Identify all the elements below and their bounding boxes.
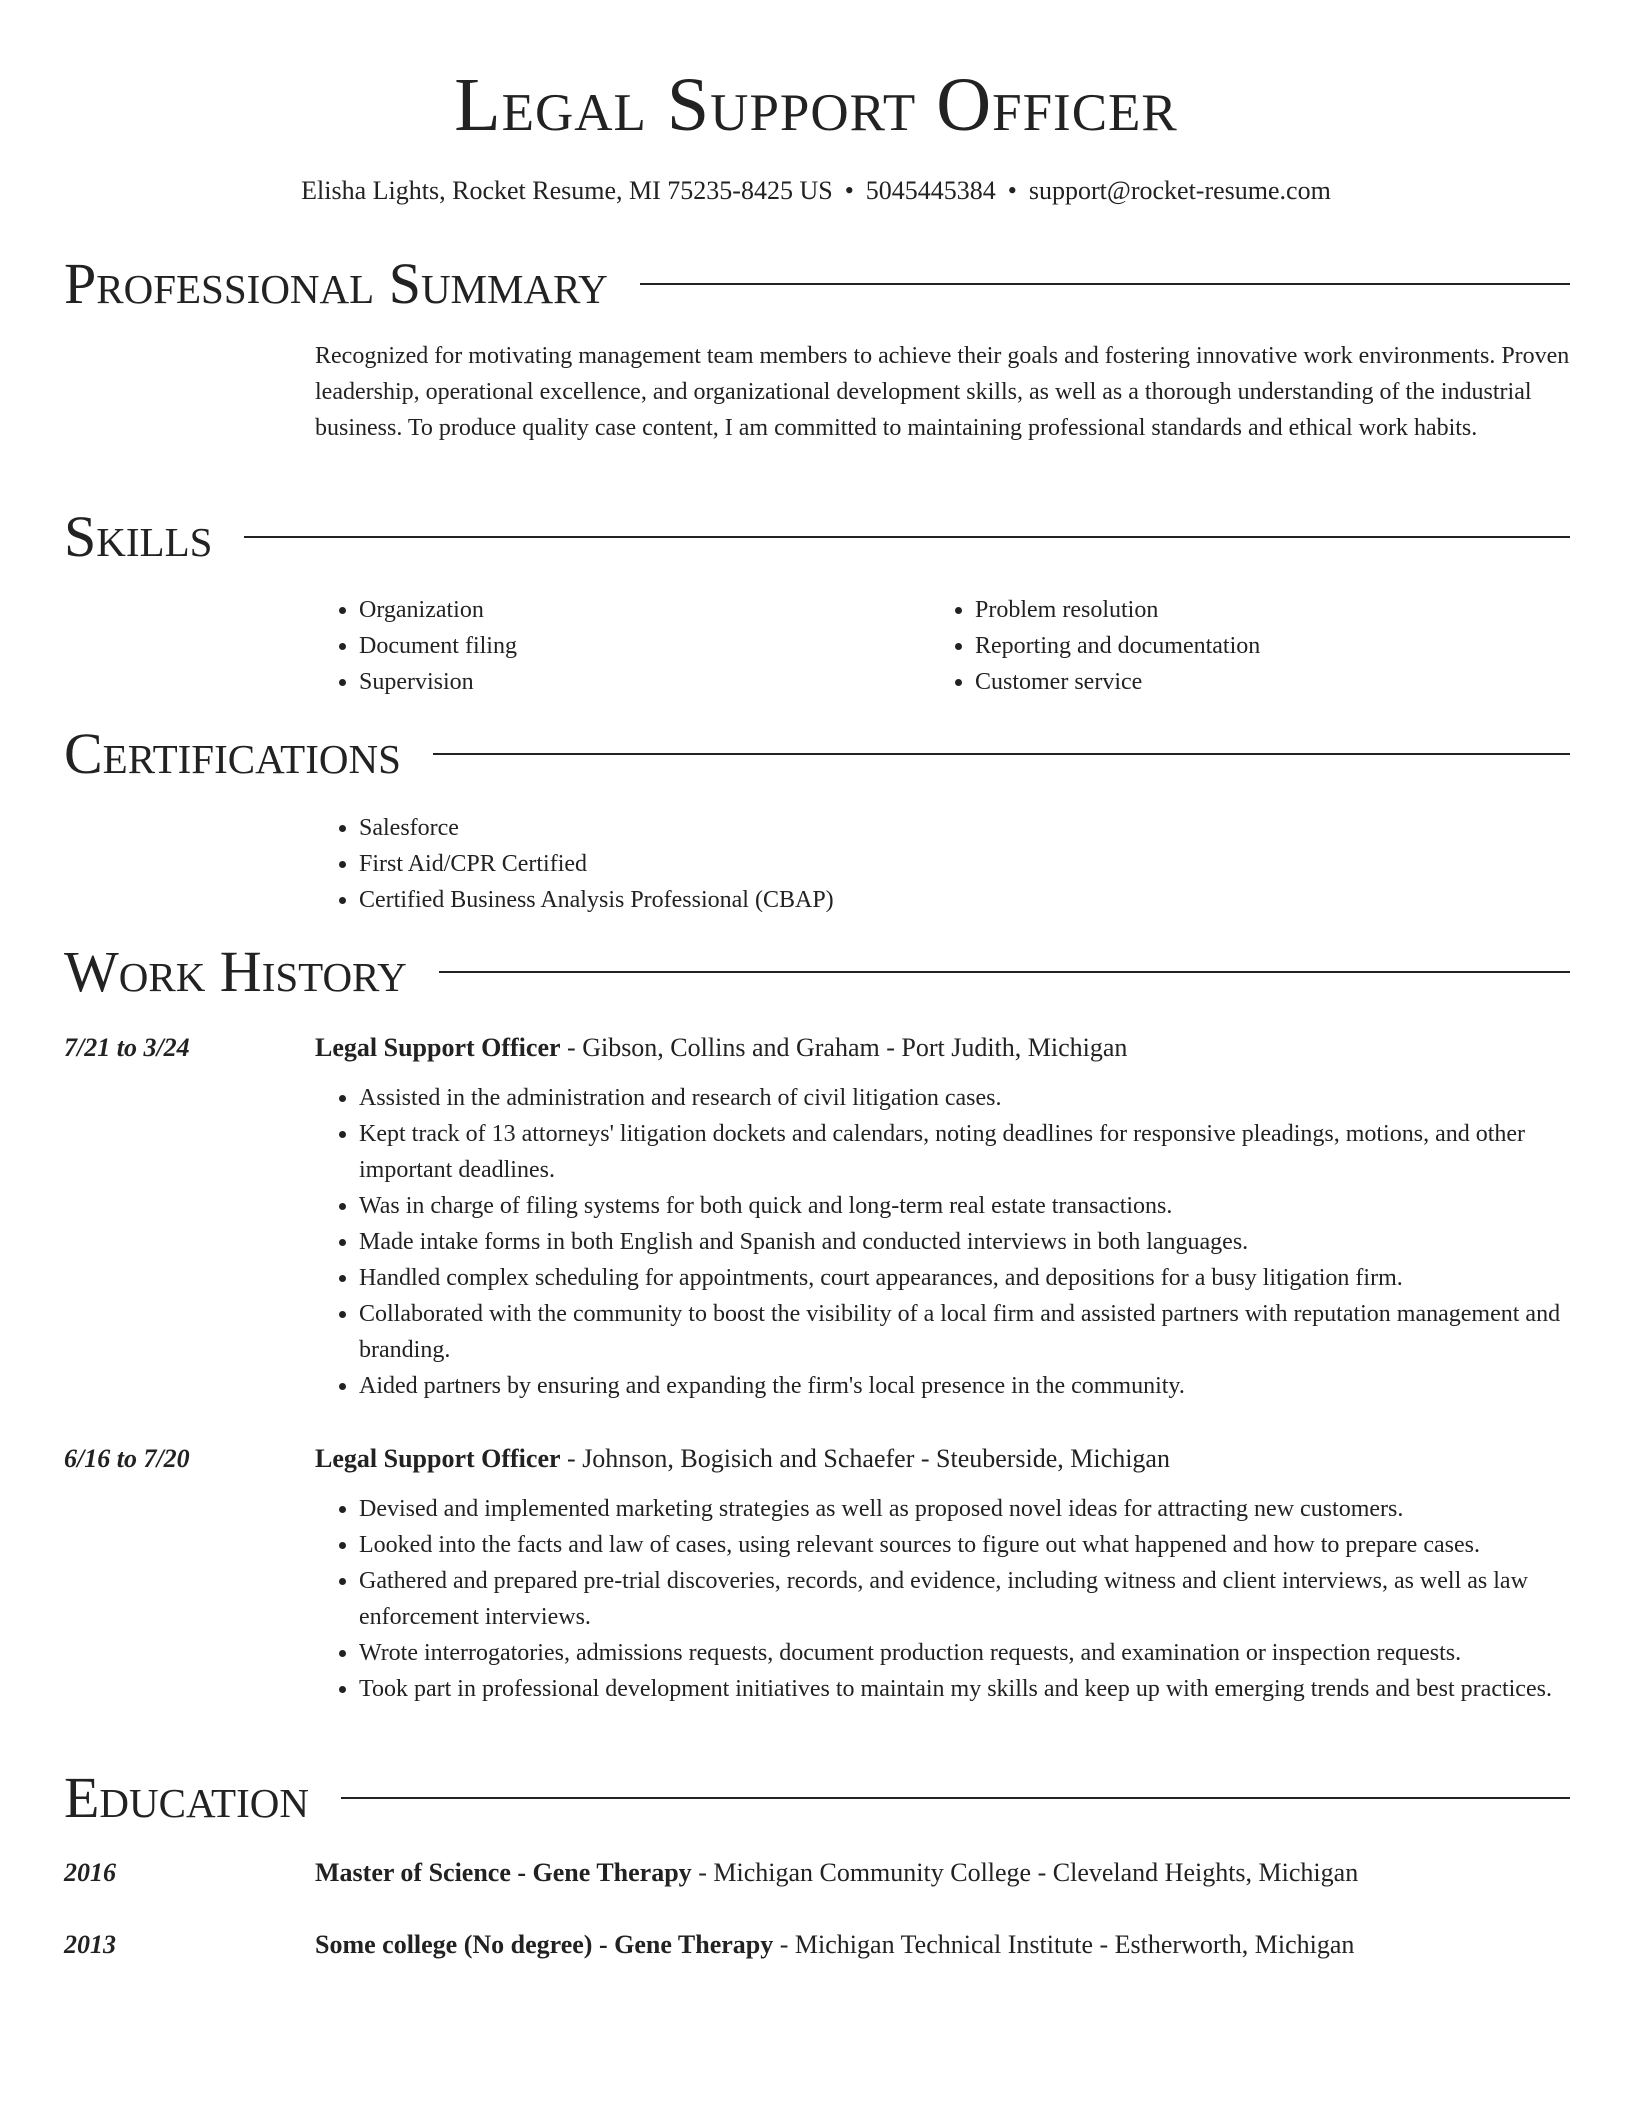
- skill-item: • Supervision: [359, 664, 915, 700]
- skill-item: • Customer service: [975, 664, 1531, 700]
- certification-item: • Certified Business Analysis Professional (CBAP): [359, 882, 1515, 918]
- work-title: Legal Support Officer: [315, 1033, 561, 1062]
- skills-left-column: [315, 592, 915, 700]
- contact-phone: 5045445384: [865, 176, 996, 205]
- education-section-header: [64, 1766, 1570, 1830]
- work-title: Legal Support Officer: [315, 1444, 561, 1473]
- certifications-section-title: Certifications: [64, 721, 401, 786]
- work-section-title: Work History: [64, 939, 407, 1004]
- work-duty-item: • Aided partners by ensuring and expanding the firm's local presence in the community.: [359, 1368, 1575, 1404]
- contact-separator: •: [1007, 176, 1017, 205]
- education-year: 2013: [64, 1930, 116, 1959]
- work-duty-item: • Took part in professional development initiatives to maintain my skills and keep up with emerging trends and best practices.: [359, 1671, 1575, 1707]
- work-heading: [315, 1030, 1575, 1066]
- section-divider: [433, 753, 1570, 755]
- section-divider: [640, 283, 1570, 285]
- work-duty-item: • Wrote interrogatories, admissions requests, document production requests, and examination or inspection requests.: [359, 1635, 1575, 1671]
- education-school: - Michigan Community College - Cleveland Heights, Michigan: [691, 1858, 1359, 1887]
- certification-item: • Salesforce: [359, 810, 1515, 846]
- skill-item: • Problem resolution: [975, 592, 1531, 628]
- work-duty-item: • Was in charge of filing systems for both quick and long-term real estate transactions.: [359, 1188, 1575, 1224]
- contact-line: [0, 174, 1632, 208]
- candidate-name: Legal Support Officer: [454, 63, 1178, 147]
- work-employer: - Gibson, Collins and Graham - Port Judith, Michigan: [560, 1033, 1128, 1062]
- certification-item: • First Aid/CPR Certified: [359, 846, 1515, 882]
- work-dates: 7/21 to 3/24: [64, 1033, 190, 1062]
- summary-text: Recognized for motivating management team members to achieve their goals and fostering innovative work environments. Proven leadership, operational excellence, and organizational development skills, as well as a thorough understanding of the industrial business. To produce quality case content, I am committed to maintaining professional standards and ethical work habits.: [315, 343, 1570, 441]
- education-degree: Master of Science - Gene Therapy: [315, 1858, 692, 1887]
- contact-address: Elisha Lights, Rocket Resume, MI 75235-8425 US: [301, 176, 833, 205]
- skill-item: • Reporting and documentation: [975, 628, 1531, 664]
- work-duty-item: • Assisted in the administration and research of civil litigation cases.: [359, 1080, 1575, 1116]
- work-duties: [315, 1080, 1575, 1404]
- skill-item: • Document filing: [359, 628, 915, 664]
- section-divider: [341, 1797, 1570, 1799]
- education-heading: [315, 1927, 1575, 1963]
- education-section-title: Education: [64, 1765, 309, 1830]
- work-duty-item: • Collaborated with the community to boost the visibility of a local firm and assisted partners with reputation management and branding.: [359, 1296, 1575, 1368]
- work-duty-item: • Looked into the facts and law of cases, using relevant sources to figure out what happened and how to prepare cases.: [359, 1527, 1575, 1563]
- education-degree: Some college (No degree) - Gene Therapy: [315, 1930, 774, 1959]
- section-divider: [244, 536, 1570, 538]
- education-school: - Michigan Technical Institute - Estherworth, Michigan: [773, 1930, 1355, 1959]
- education-heading: [315, 1855, 1575, 1891]
- skills-right-column: [931, 592, 1531, 700]
- contact-email: support@rocket-resume.com: [1028, 176, 1331, 205]
- summary-section-header: [64, 252, 1570, 316]
- work-dates: 6/16 to 7/20: [64, 1444, 190, 1473]
- work-employer: - Johnson, Bogisich and Schaefer - Steuberside, Michigan: [560, 1444, 1170, 1473]
- work-section-header: [64, 940, 1570, 1004]
- skills-section-header: [64, 505, 1570, 569]
- section-divider: [439, 971, 1570, 973]
- contact-separator: •: [844, 176, 854, 205]
- summary-section-title: Professional Summary: [64, 251, 608, 316]
- work-duty-item: • Kept track of 13 attorneys' litigation dockets and calendars, noting deadlines for responsive pleadings, motions, and other important deadlines.: [359, 1116, 1575, 1188]
- work-duty-item: • Gathered and prepared pre-trial discoveries, records, and evidence, including witness and client interviews, as well as law enforcement interviews.: [359, 1563, 1575, 1635]
- skills-section-title: Skills: [64, 504, 213, 569]
- work-duty-item: • Handled complex scheduling for appointments, court appearances, and depositions for a busy litigation firm.: [359, 1260, 1575, 1296]
- work-duties: [315, 1491, 1575, 1707]
- skill-item: • Organization: [359, 592, 915, 628]
- certifications-list: [315, 810, 1515, 918]
- work-duty-item: • Devised and implemented marketing strategies as well as proposed novel ideas for attracting new customers.: [359, 1491, 1575, 1527]
- education-year: 2016: [64, 1858, 116, 1887]
- work-duty-item: • Made intake forms in both English and Spanish and conducted interviews in both languages.: [359, 1224, 1575, 1260]
- certifications-section-header: [64, 722, 1570, 786]
- work-heading: [315, 1441, 1575, 1477]
